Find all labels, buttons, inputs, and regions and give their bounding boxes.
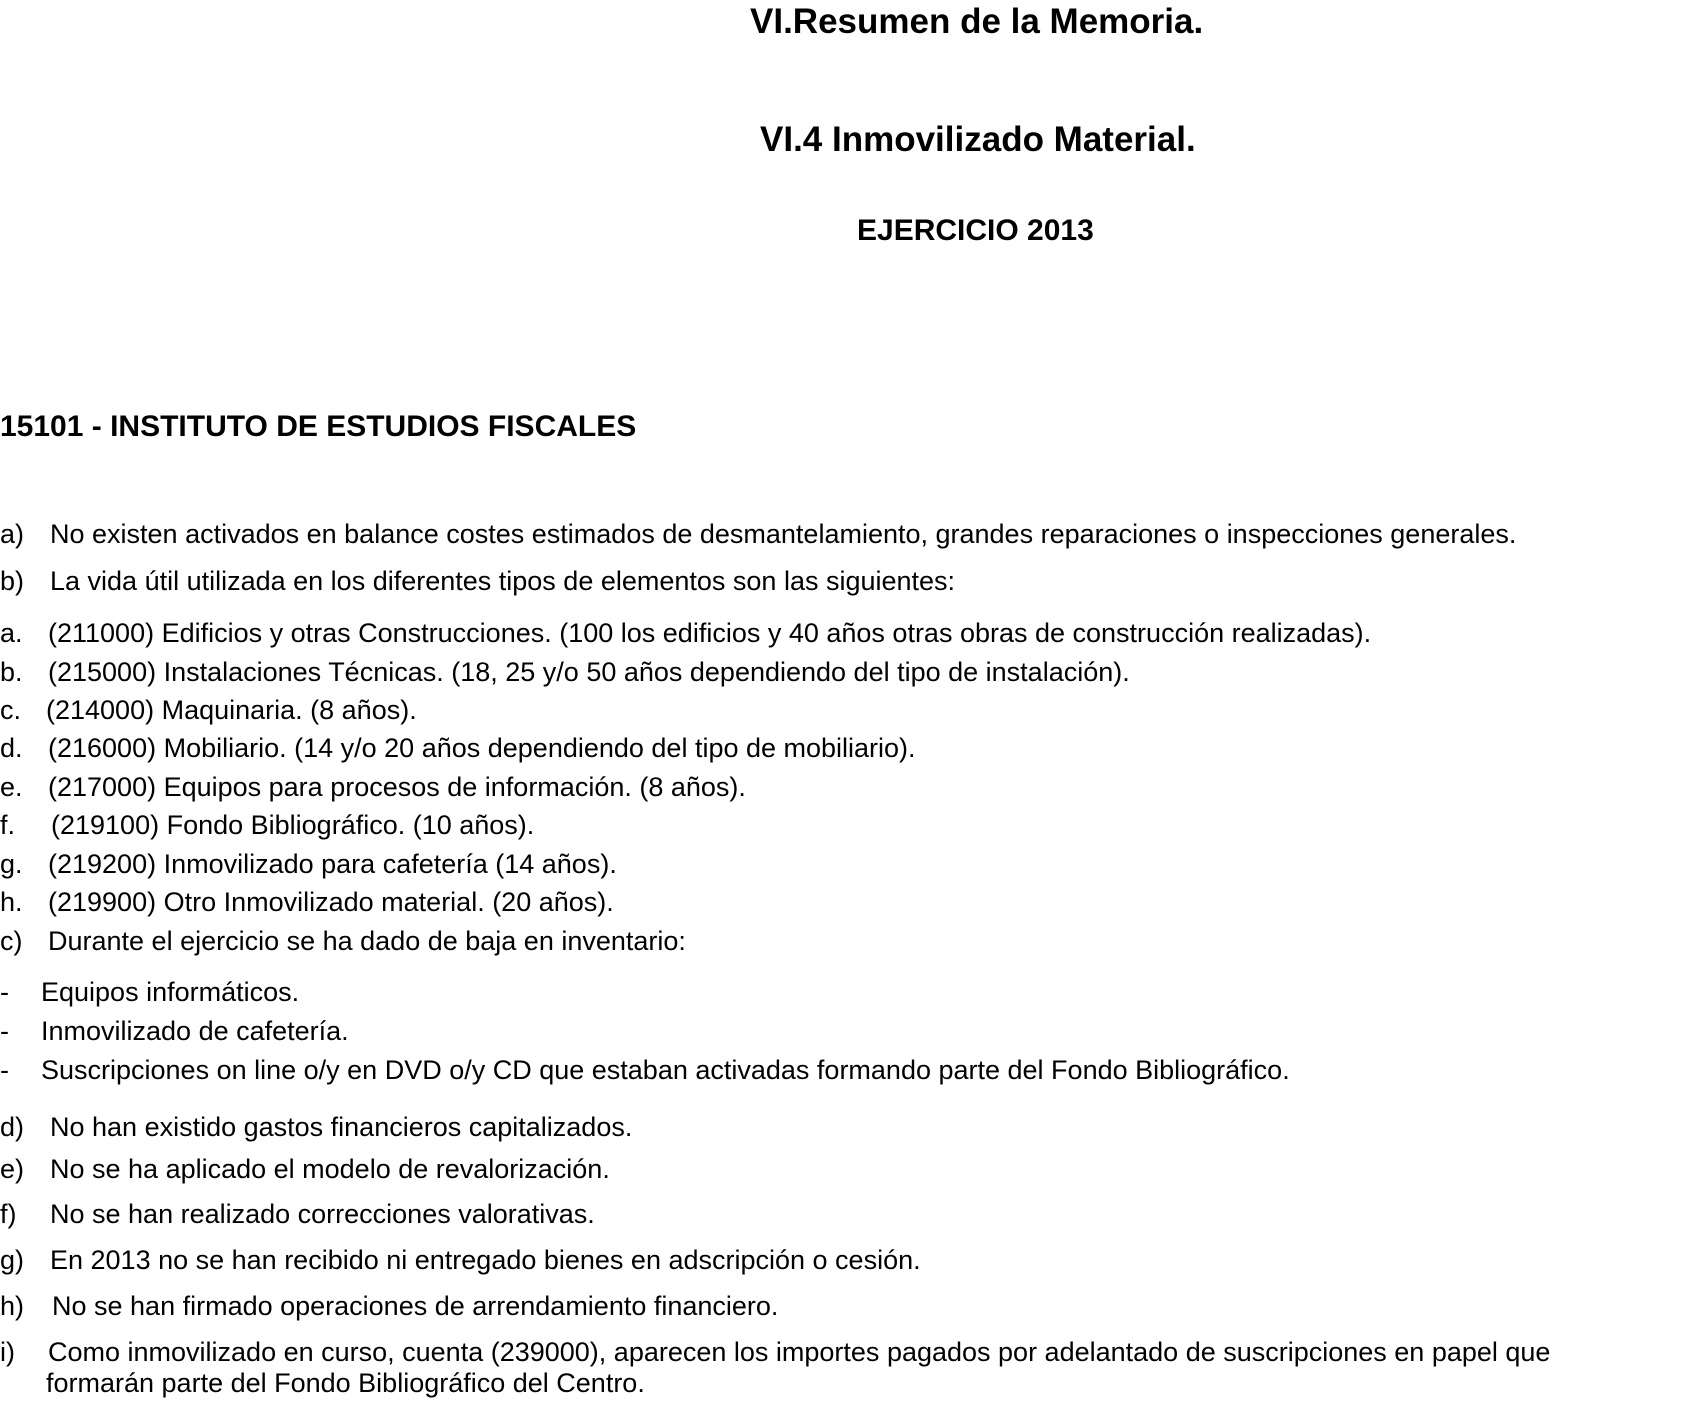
- item-marker: -: [0, 977, 9, 1007]
- item-marker: e.: [0, 772, 23, 802]
- item-text: (219100) Fondo Bibliográfico. (10 años).: [51, 810, 535, 840]
- section-title: VI.4 Inmovilizado Material.: [760, 120, 1196, 159]
- item-text: Equipos informáticos.: [41, 977, 300, 1007]
- item-text: (219900) Otro Inmovilizado material. (20 años).: [48, 887, 614, 917]
- item-text: No existen activados en balance costes estimados de desmantelamiento, grandes reparaciones o inspecciones generales.: [50, 519, 1517, 549]
- item-text: No se han realizado correcciones valorativas.: [50, 1199, 595, 1229]
- item-marker: -: [0, 1055, 9, 1085]
- item-marker: h.: [0, 887, 23, 917]
- item-text: (219200) Inmovilizado para cafetería (14 años).: [48, 849, 617, 879]
- item-text: formarán parte del Fondo Bibliográfico del Centro.: [46, 1368, 645, 1398]
- item-marker: -: [0, 1016, 9, 1046]
- item-text: No han existido gastos financieros capitalizados.: [50, 1112, 633, 1142]
- item-text: (214000) Maquinaria. (8 años).: [46, 695, 417, 725]
- item-marker: e): [0, 1154, 25, 1184]
- item-marker: b): [0, 566, 25, 596]
- item-text: (217000) Equipos para procesos de información. (8 años).: [48, 772, 746, 802]
- item-marker: f.: [0, 810, 16, 840]
- entity-title: 15101 - INSTITUTO DE ESTUDIOS FISCALES: [0, 410, 637, 443]
- item-text: Suscripciones on line o/y en DVD o/y CD que estaban activadas formando parte del Fondo Bibliográfico.: [41, 1055, 1290, 1085]
- item-text: Durante el ejercicio se ha dado de baja en inventario:: [48, 926, 686, 956]
- item-marker: b.: [0, 657, 23, 687]
- item-marker: c): [0, 926, 23, 956]
- item-text: (216000) Mobiliario. (14 y/o 20 años dependiendo del tipo de mobiliario).: [48, 733, 916, 763]
- item-marker: a.: [0, 618, 23, 648]
- item-marker: f): [0, 1199, 17, 1229]
- exercise-year: EJERCICIO 2013: [857, 214, 1094, 247]
- item-text: En 2013 no se han recibido ni entregado bienes en adscripción o cesión.: [50, 1245, 921, 1275]
- item-marker: a): [0, 519, 25, 549]
- item-text: No se han firmado operaciones de arrendamiento financiero.: [52, 1291, 779, 1321]
- item-text: Como inmovilizado en curso, cuenta (239000), aparecen los importes pagados por adelantado de suscripciones en papel que: [48, 1337, 1551, 1367]
- memoria-title: VI.Resumen de la Memoria.: [750, 2, 1204, 41]
- item-marker: c.: [0, 695, 22, 725]
- item-marker: g.: [0, 849, 23, 879]
- item-text: No se ha aplicado el modelo de revalorización.: [50, 1154, 610, 1184]
- item-marker: i): [0, 1337, 15, 1367]
- item-marker: g): [0, 1245, 25, 1275]
- item-marker: h): [0, 1291, 25, 1321]
- item-marker: d): [0, 1112, 25, 1142]
- item-text: Inmovilizado de cafetería.: [41, 1016, 349, 1046]
- item-text: (211000) Edificios y otras Construcciones. (100 los edificios y 40 años otras obras de construcción realizadas).: [48, 618, 1372, 648]
- item-text: (215000) Instalaciones Técnicas. (18, 25 y/o 50 años dependiendo del tipo de instalación).: [48, 657, 1130, 687]
- item-text: La vida útil utilizada en los diferentes tipos de elementos son las siguientes:: [50, 566, 956, 596]
- item-marker: d.: [0, 733, 23, 763]
